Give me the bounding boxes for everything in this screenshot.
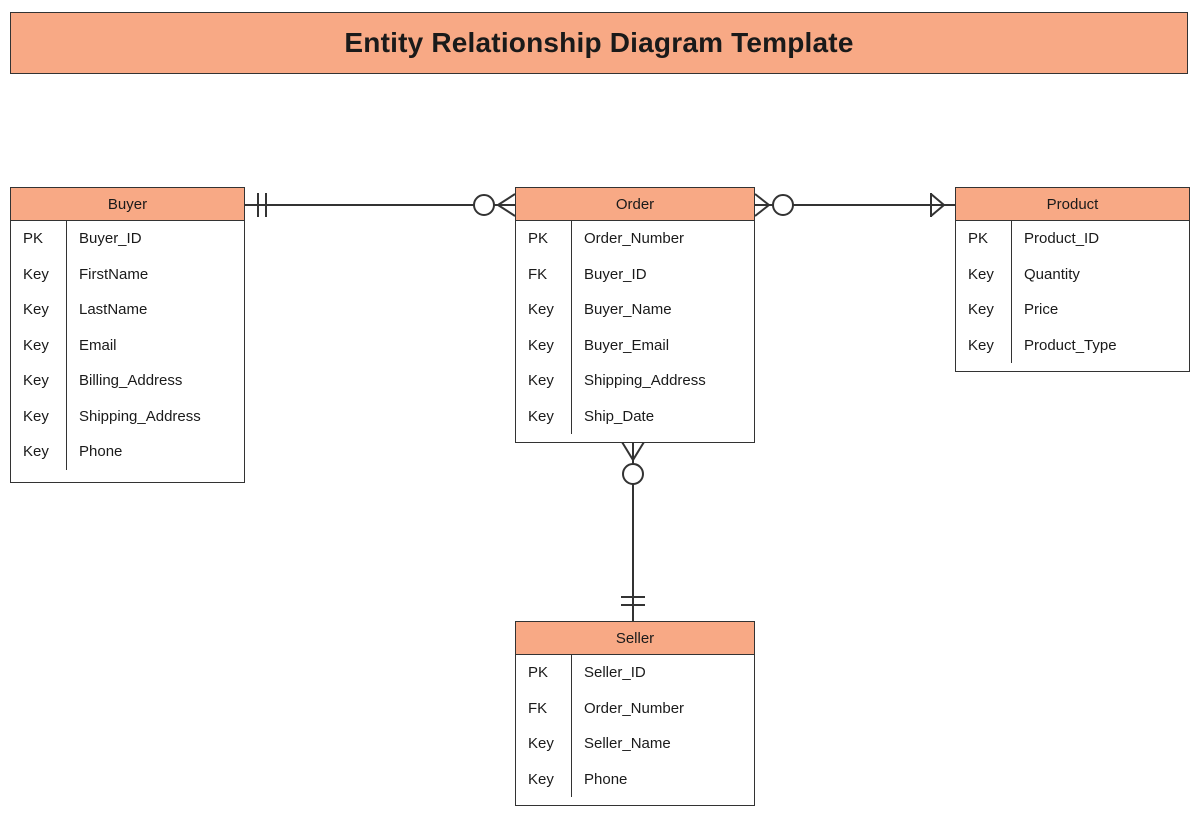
entity-product-title: Product: [956, 188, 1189, 221]
relationship-order-seller: [621, 442, 645, 622]
table-row[interactable]: [11, 292, 244, 328]
row-field: Product_ID: [1024, 230, 1100, 248]
table-row[interactable]: [956, 292, 1189, 328]
row-key: FK: [516, 257, 572, 293]
row-key: Key: [11, 434, 67, 470]
row-key: Key: [11, 363, 67, 399]
table-row[interactable]: [11, 257, 244, 293]
table-row[interactable]: [516, 762, 754, 798]
entity-buyer[interactable]: [10, 187, 245, 483]
relationship-buyer-order: [245, 193, 515, 217]
row-field: LastName: [79, 301, 148, 319]
row-key: Key: [956, 257, 1012, 293]
row-key: Key: [11, 257, 67, 293]
row-key: Key: [516, 399, 572, 435]
row-field: Quantity: [1024, 265, 1080, 283]
table-row[interactable]: [516, 292, 754, 328]
row-field: Phone: [79, 443, 123, 461]
row-field: Price: [1024, 301, 1059, 319]
table-row[interactable]: [516, 691, 754, 727]
row-field: Shipping_Address: [584, 372, 706, 390]
row-key: Key: [516, 762, 572, 798]
row-field: Seller_Name: [584, 735, 671, 753]
row-key: Key: [11, 399, 67, 435]
row-key: Key: [516, 292, 572, 328]
row-field: Buyer_ID: [584, 265, 647, 283]
row-field: Buyer_Name: [584, 301, 672, 319]
entity-seller-rows: [516, 655, 754, 797]
row-field: Ship_Date: [584, 407, 655, 425]
row-key: Key: [516, 726, 572, 762]
row-field: Seller_ID: [584, 664, 646, 682]
entity-order[interactable]: [515, 187, 755, 443]
row-key: Key: [516, 328, 572, 364]
table-row[interactable]: [516, 328, 754, 364]
row-key: FK: [516, 691, 572, 727]
row-key: PK: [956, 221, 1012, 257]
row-key: Key: [516, 363, 572, 399]
row-key: Key: [956, 292, 1012, 328]
table-row[interactable]: [516, 363, 754, 399]
page-title-banner: [10, 12, 1188, 74]
entity-seller-title: Seller: [516, 622, 754, 655]
row-key: Key: [11, 292, 67, 328]
row-key: PK: [516, 655, 572, 691]
table-row[interactable]: [516, 399, 754, 435]
row-key: Key: [956, 328, 1012, 364]
table-row[interactable]: [956, 328, 1189, 364]
entity-buyer-rows: [11, 221, 244, 470]
entity-order-title: Order: [516, 188, 754, 221]
table-row[interactable]: [516, 257, 754, 293]
table-row[interactable]: [11, 221, 244, 257]
row-field: Order_Number: [584, 699, 685, 717]
row-field: Shipping_Address: [79, 407, 201, 425]
row-field: FirstName: [79, 265, 149, 283]
table-row[interactable]: [11, 434, 244, 470]
entity-seller[interactable]: [515, 621, 755, 806]
row-field: Product_Type: [1024, 336, 1117, 354]
table-row[interactable]: [516, 726, 754, 762]
row-field: Buyer_ID: [79, 230, 142, 248]
row-field: Phone: [584, 770, 628, 788]
table-row[interactable]: [516, 655, 754, 691]
row-key: Key: [11, 328, 67, 364]
table-row[interactable]: [11, 363, 244, 399]
table-row[interactable]: [11, 328, 244, 364]
entity-order-rows: [516, 221, 754, 434]
page-title: Entity Relationship Diagram Template: [344, 27, 854, 58]
row-field: Billing_Address: [79, 372, 183, 390]
entity-product-rows: [956, 221, 1189, 363]
relationship-order-product: [755, 193, 955, 217]
row-field: Order_Number: [584, 230, 685, 248]
row-key: PK: [11, 221, 67, 257]
table-row[interactable]: [956, 257, 1189, 293]
row-field: Email: [79, 336, 117, 354]
table-row[interactable]: [956, 221, 1189, 257]
entity-buyer-title: Buyer: [11, 188, 244, 221]
row-field: Buyer_Email: [584, 336, 670, 354]
table-row[interactable]: [516, 221, 754, 257]
entity-product[interactable]: [955, 187, 1190, 372]
table-row[interactable]: [11, 399, 244, 435]
row-key: PK: [516, 221, 572, 257]
